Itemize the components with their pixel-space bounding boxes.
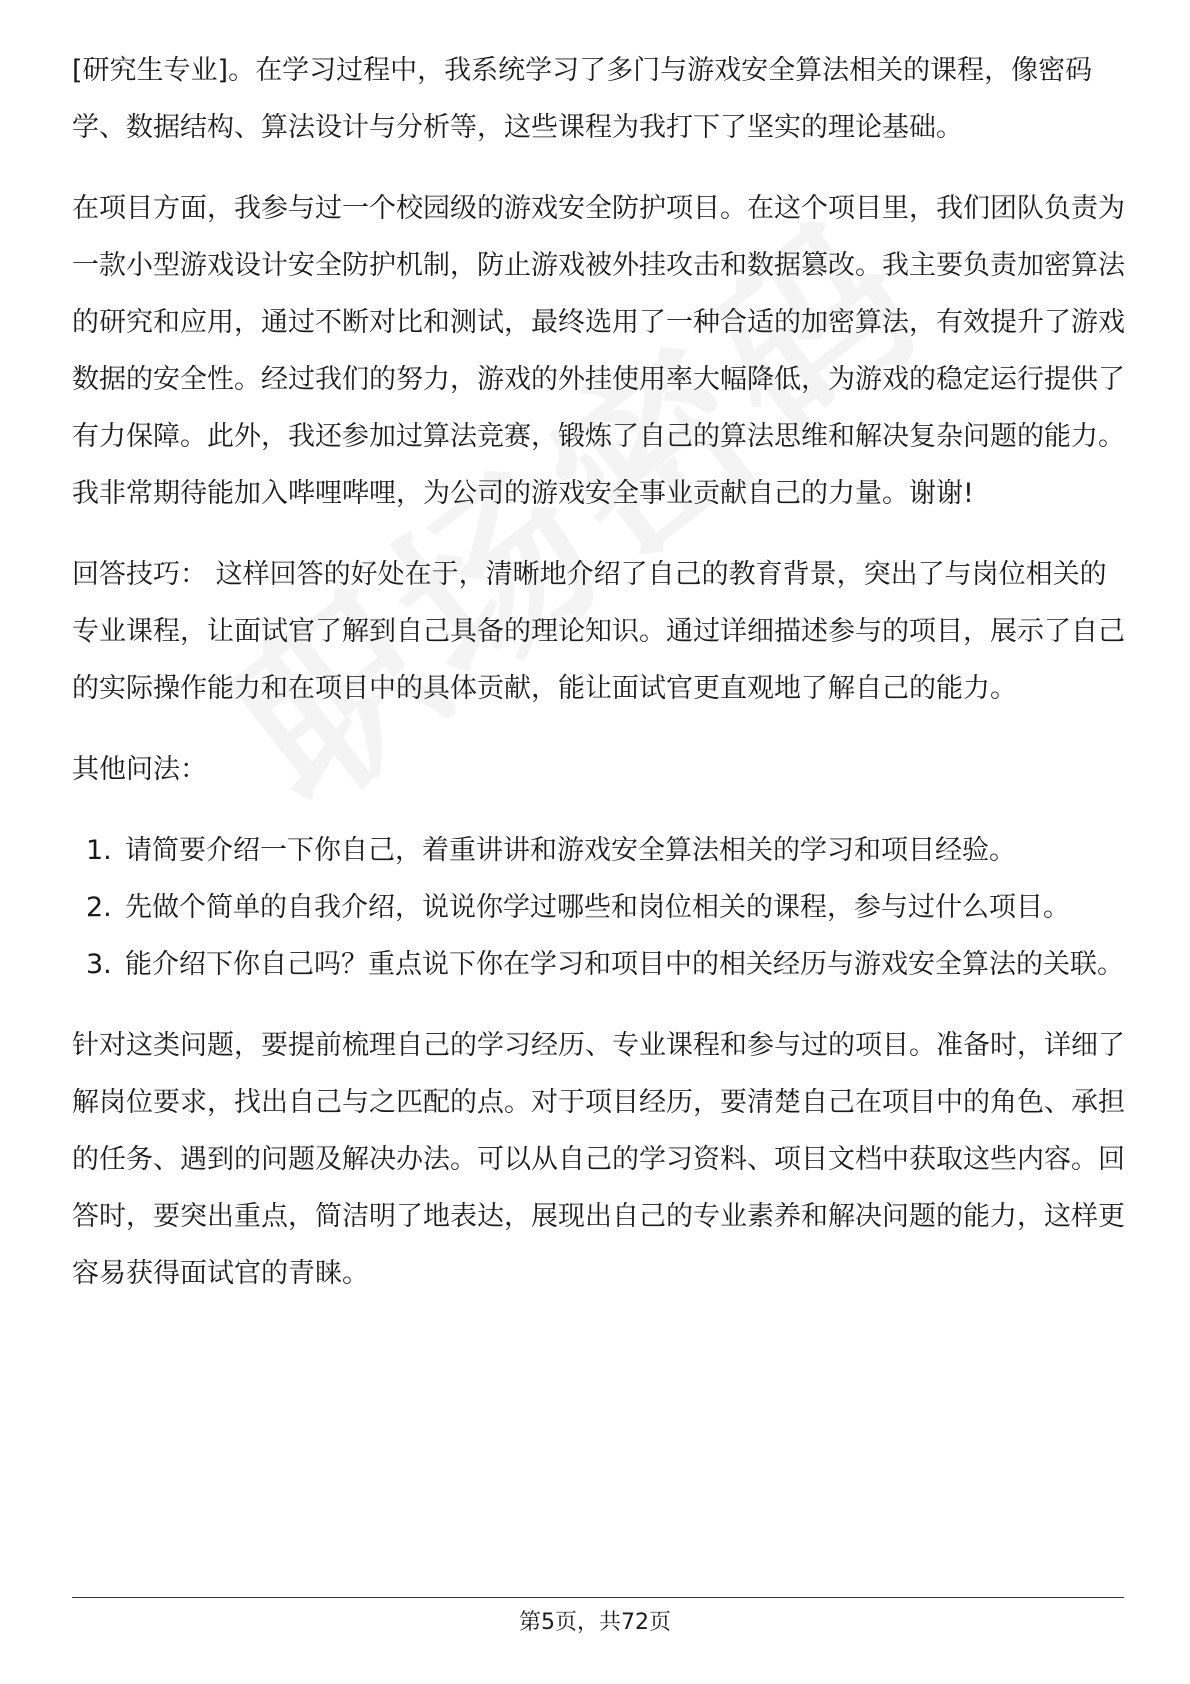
paragraph-preparation-advice: 针对这类问题，要提前梳理自己的学习经历、专业课程和参与过的项目。准备时，详细了解岗位要求，找出自己与之匹配的点。对于项目经历，要清楚自己在项目中的角色、承担的任务、遇到的问题及解决办法。可以从自己的学习资料、项目文档中获取这些内容。回答时，要突出重点，简洁明了地表达，展现出自己的专业素养和解决问题的能力，这样更容易获得面试官的青睐。: [72, 1030, 1125, 1289]
page-number: 第5页，共72页: [519, 1610, 671, 1635]
paragraph-answer-tips: 回答技巧： 这样回答的好处在于，清晰地介绍了自己的教育背景，突出了与岗位相关的专业课程，让面试官了解到自己具备的理论知识。通过详细描述参与的项目，展示了自己的实际操作能力和在项目中的具体贡献，能让面试官更直观地了解自己的能力。: [72, 559, 1125, 704]
paragraph-project: 在项目方面，我参与过一个校园级的游戏安全防护项目。在这个项目里，我们团队负责为一款小型游戏设计安全防护机制，防止游戏被外挂攻击和数据篡改。我主要负责加密算法的研究和应用，通过不断对比和测试，最终选用了一种合适的加密算法，有效提升了游戏数据的安全性。经过我们的努力，游戏的外挂使用率大幅降低，为游戏的稳定运行提供了有力保障。此外，我还参加过算法竞赛，锻炼了自己的算法思维和解决复杂问题的能力。我非常期待能加入哔哩哔哩，为公司的游戏安全事业贡献自己的力量。谢谢!: [72, 193, 1125, 509]
list-item-text: 能介绍下你自己吗？重点说下你在学习和项目中的相关经历与游戏安全算法的关联。: [125, 949, 1124, 980]
list-item-number: 2.: [86, 892, 112, 923]
document-body: [72, 42, 1132, 1326]
footer-divider: [72, 1597, 1124, 1598]
list-item-number: 3.: [86, 949, 112, 980]
list-item-text: 先做个简单的自我介绍，说说你学过哪些和岗位相关的课程，参与过什么项目。: [125, 892, 1070, 923]
list-item-number: 1.: [86, 835, 112, 866]
alternative-questions-list: [72, 822, 1132, 993]
list-item-text: 请简要介绍一下你自己，着重讲讲和游戏安全算法相关的学习和项目经验。: [125, 835, 1016, 866]
list-item: [72, 879, 1132, 936]
paragraph-other-questions-heading: 其他问法：: [72, 754, 207, 785]
list-item: [72, 822, 1132, 879]
list-item: [72, 936, 1132, 993]
paragraph-education: [研究生专业]。在学习过程中，我系统学习了多门与游戏安全算法相关的课程，像密码学、数据结构、算法设计与分析等，这些课程为我打下了坚实的理论基础。: [72, 55, 1093, 143]
